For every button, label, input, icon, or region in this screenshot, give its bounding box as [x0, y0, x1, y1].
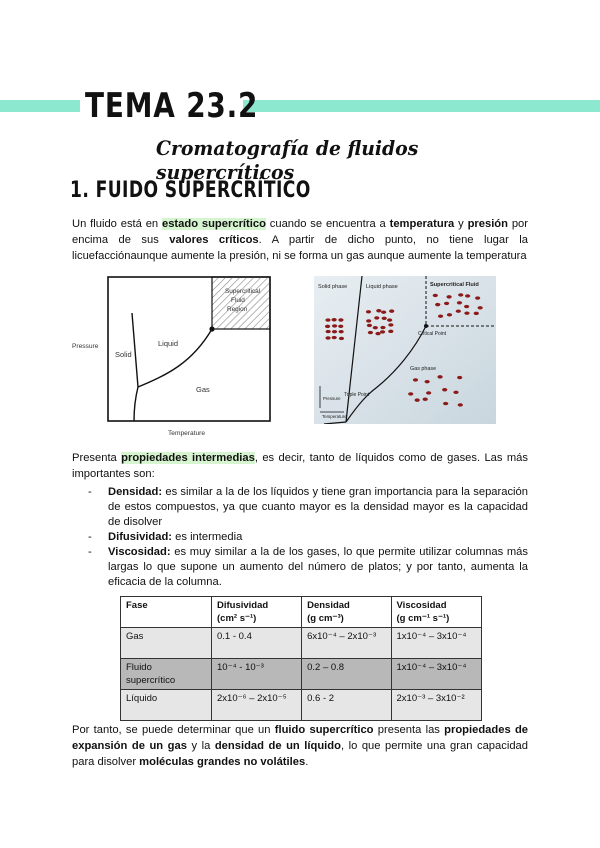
solid-particle — [332, 318, 337, 321]
solid-particle — [325, 325, 330, 328]
gas-particle — [415, 398, 420, 401]
bullet-term: Densidad: — [108, 486, 163, 498]
gas-particle — [426, 391, 431, 394]
table-cell: 0.1 - 0.4 — [212, 628, 302, 659]
gas-particle — [453, 391, 458, 394]
liquid-particle — [373, 326, 378, 329]
gas-particle — [457, 376, 462, 379]
solid-particle — [332, 330, 337, 333]
list-item-viscosity — [88, 545, 528, 590]
scf-particle — [465, 294, 470, 297]
text-run: presenta las — [373, 724, 445, 736]
table-row — [121, 659, 482, 690]
bold-term: propiedades de expansión de un gas — [72, 724, 528, 752]
highlight-term: propiedades intermedias — [121, 452, 255, 464]
solid-particle — [338, 325, 343, 328]
table-cell: 2x10⁻⁶ – 2x10⁻⁵ — [212, 690, 302, 721]
gas-particle — [423, 398, 428, 401]
solid-particle — [325, 336, 330, 339]
table-cell: 0.2 – 0.8 — [302, 659, 391, 690]
label-liquid-phase: Liquid phase — [366, 284, 398, 290]
phase-diagram-schematic — [72, 275, 272, 445]
scf-particle — [464, 311, 469, 314]
liquid-particle — [366, 310, 371, 313]
bullet-text: es muy similar a la de los gases, lo que permite utilizar columnas más largas lo que supone un aumento del número de platos; y por tanto, aumenta la eficacia de la columna. — [108, 546, 528, 588]
liquid-particle — [387, 318, 392, 321]
liquid-particle — [388, 330, 393, 333]
scf-particle — [433, 294, 438, 297]
scf-particle — [456, 309, 461, 312]
solid-particle — [326, 330, 331, 333]
label-solid-phase: Solid phase — [318, 284, 348, 290]
label-triple-point: Triple Point — [344, 392, 370, 398]
liquid-particle — [376, 309, 381, 312]
axis-label-temperature: Temperature — [168, 430, 206, 437]
critical-point-dot — [424, 324, 428, 328]
phase-diagram-illustration — [314, 276, 496, 424]
table-cell: Fluido supercrítico — [121, 659, 212, 690]
table-cell: 1x10⁻⁴ – 3x10⁻⁴ — [391, 628, 481, 659]
bold-term: presión — [467, 218, 508, 230]
bold-term: valores críticos — [169, 234, 259, 246]
page-title: TEMA 23.2 — [85, 86, 259, 126]
label-temperature-axis: Temperature — [322, 414, 347, 419]
liquid-particle — [368, 331, 373, 334]
header-accent-bar-left — [0, 100, 80, 112]
scf-particle — [458, 293, 463, 296]
axis-label-pressure: Pressure — [72, 343, 99, 350]
text-run: . A partir de dicho punto, no tiene lugar la licuefacciónaunque aumente la presión, ni se forma un gas aunque aumente la temperatura — [72, 234, 528, 262]
table-cell: 2x10⁻³ – 3x10⁻² — [391, 690, 481, 721]
table-cell: 1x10⁻⁴ – 3x10⁻⁴ — [391, 659, 481, 690]
header-difusividad: Difusividad (cm² s⁻¹) — [212, 597, 302, 628]
header-accent-bar-right — [243, 100, 600, 112]
scf-particle — [464, 305, 469, 308]
text-run: , lo que permite una gran capacidad para disolver — [72, 740, 528, 768]
scf-particle — [475, 296, 480, 299]
liquid-particle — [375, 332, 380, 335]
text-run: Presenta — [72, 452, 122, 464]
liquid-particle — [366, 319, 371, 322]
label-scf: Supercritical Fluid — [430, 282, 479, 288]
solid-particle — [332, 324, 337, 327]
solid-particle — [338, 318, 343, 321]
conclusion-paragraph — [72, 722, 528, 770]
liquid-particle — [381, 311, 386, 314]
header-densidad: Densidad (g cm⁻³) — [302, 597, 391, 628]
bold-term: densidad de un líquido — [214, 740, 341, 752]
text-run: Por tanto, se puede determinar que un — [72, 724, 275, 736]
liquid-particle — [382, 317, 387, 320]
gas-particle — [413, 378, 418, 381]
text-run: y la — [186, 740, 215, 752]
properties-paragraph — [72, 450, 528, 482]
gas-particle — [458, 403, 463, 406]
section-heading: 1. FUIDO SUPERCRÍTICO — [70, 178, 311, 203]
table-cell: Líquido — [121, 690, 212, 721]
liquid-particle — [367, 324, 372, 327]
scf-particle — [446, 295, 451, 298]
bold-term: moléculas grandes no volátiles — [139, 756, 306, 768]
label-solid: Solid — [115, 350, 132, 359]
table-header-row — [121, 597, 482, 628]
solid-particle — [332, 336, 337, 339]
label-supercritical-3: Region — [227, 306, 248, 313]
bold-term: temperatura — [389, 218, 455, 230]
liquid-particle — [380, 330, 385, 333]
scf-particle — [478, 306, 483, 309]
liquid-particle — [374, 316, 379, 319]
scf-particle — [438, 314, 443, 317]
gas-particle — [437, 375, 442, 378]
table-row — [121, 628, 482, 659]
header-fase: Fase — [121, 597, 212, 628]
illustration-background — [314, 276, 496, 424]
text-run: , es decir, tanto de líquidos como de gases. Las más importantes son: — [72, 452, 528, 480]
solid-particle — [325, 318, 330, 321]
label-critical-point: Critical Point — [418, 331, 447, 337]
scf-particle — [447, 313, 452, 316]
list-dash: - — [88, 546, 92, 558]
gas-particle — [443, 402, 448, 405]
scf-particle — [474, 312, 479, 315]
gas-particle — [425, 380, 430, 383]
header-viscosidad: Viscosidad (g cm⁻¹ s⁻¹) — [391, 597, 481, 628]
critical-point-marker — [209, 326, 214, 331]
bullet-term: Difusividad: — [108, 531, 173, 543]
properties-table — [120, 596, 482, 721]
intro-paragraph — [72, 216, 528, 264]
highlight-term: estado supercrítico — [161, 218, 266, 230]
liquid-particle — [389, 309, 394, 312]
solid-particle — [339, 337, 344, 340]
properties-list — [88, 485, 528, 590]
label-gas-phase: Gas phase — [410, 366, 437, 372]
gas-particle — [442, 388, 447, 391]
bullet-text: es similar a la de los líquidos y tiene gran importancia para la separación de estos compuestos, ya que cuanto mayor es la densidad mayor es la capacidad de disolver — [108, 486, 528, 528]
table-cell: 6x10⁻⁴ – 2x10⁻³ — [302, 628, 391, 659]
table-row — [121, 690, 482, 721]
bullet-text: es intermedia — [172, 531, 243, 543]
bold-term: fluido supercrítico — [274, 724, 374, 736]
label-gas: Gas — [196, 385, 210, 394]
table-cell: Gas — [121, 628, 212, 659]
text-run: cuando se encuentra a — [265, 218, 390, 230]
label-pressure-axis: Pressure — [323, 396, 341, 401]
list-item-diffusivity — [88, 530, 528, 545]
liquid-particle — [380, 326, 385, 329]
solid-particle — [339, 330, 344, 333]
label-supercritical-2: Fluid — [231, 297, 245, 304]
text-run: y — [454, 218, 468, 230]
table-cell: 10⁻⁴ - 10⁻³ — [212, 659, 302, 690]
scf-particle — [457, 301, 462, 304]
list-item-density — [88, 485, 528, 530]
bullet-term: Viscosidad: — [108, 546, 171, 558]
label-supercritical-1: Supercritical — [225, 288, 261, 295]
gas-particle — [408, 392, 413, 395]
table-cell: 0.6 - 2 — [302, 690, 391, 721]
label-liquid: Liquid — [158, 339, 179, 348]
scf-particle — [435, 303, 440, 306]
scf-particle — [444, 302, 449, 305]
list-dash: - — [88, 486, 92, 498]
text-run: por encima de sus — [72, 218, 528, 246]
list-dash: - — [88, 531, 92, 543]
text-run: Un fluido está en — [72, 218, 162, 230]
text-run: . — [305, 756, 309, 768]
liquid-particle — [388, 323, 393, 326]
page-subtitle: Cromatografía de fluidos supercríticos — [156, 136, 419, 184]
